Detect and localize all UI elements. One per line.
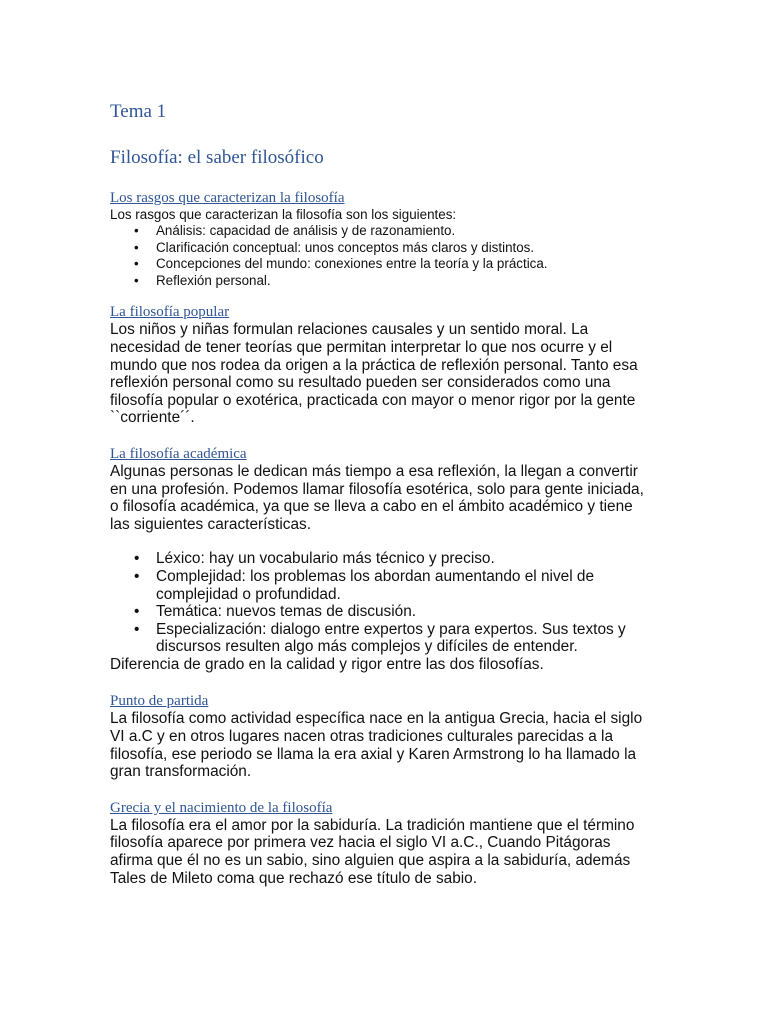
- text-line: filosofía, ese periodo se llama la era axial y Karen Armstrong lo ha llamado la: [110, 745, 637, 763]
- text-line: mundo que nos rodea da origen a la práctica de reflexión personal. Tanto esa: [110, 356, 638, 374]
- list-item-text: discursos resulten algo más complejos y difíciles de entender.: [156, 638, 578, 656]
- section-filosofia-popular: [110, 303, 650, 427]
- text-line: filosofía aparece por primera vez hacia el siglo VI a.C., Cuando Pitágoras: [110, 834, 611, 852]
- bullet-icon: •: [134, 603, 140, 621]
- section-grecia-nacimiento: [110, 799, 650, 887]
- section-paragraph: [110, 463, 650, 533]
- text-line: Tales de Mileto coma que rechazó ese título de sabio.: [110, 869, 478, 887]
- text-line: VI a.C y en otros lugares nacen otras tradiciones culturales parecidas a la: [110, 728, 614, 746]
- text-line: ``corriente´´.: [110, 409, 195, 427]
- list-item-text: Complejidad: los problemas los abordan aumentando el nivel de: [156, 567, 595, 585]
- list-item-text: Especialización: dialogo entre expertos y para expertos. Sus textos y: [156, 620, 626, 638]
- list-item: [110, 621, 650, 656]
- text-line: afirma que él no es un sabio, sino alguien que aspira a la sabiduría, además: [110, 852, 631, 870]
- text-line: reflexión personal como su resultado pueden ser considerados como una: [110, 374, 611, 392]
- section-paragraph: [110, 817, 650, 887]
- text-line: filosofía popular o exotérica, practicada con mayor o menor rigor por la gente: [110, 391, 636, 409]
- text-line: necesidad de tener teorías que permitan interpretar lo que nos ocurre y el: [110, 338, 613, 356]
- list-item-text: Reflexión personal.: [156, 272, 271, 288]
- list-item: [110, 603, 650, 621]
- list-item: [110, 550, 650, 568]
- section-paragraph: [110, 710, 650, 780]
- document-subtitle: Filosofía: el saber filosófico: [110, 147, 324, 168]
- section-rasgos: [110, 189, 650, 289]
- bullet-icon: •: [134, 272, 139, 288]
- document-title: Tema 1: [110, 101, 167, 122]
- list-item-text: Análisis: capacidad de análisis y de razonamiento.: [156, 223, 456, 238]
- section-closing: Diferencia de grado en la calidad y rigor entre las dos filosofías.: [110, 655, 544, 673]
- list-item-text: Léxico: hay un vocabulario más técnico y preciso.: [156, 550, 495, 568]
- section-punto-de-partida: [110, 692, 650, 780]
- bullet-icon: •: [134, 620, 140, 638]
- section-heading: Los rasgos que caracterizan la filosofía: [110, 190, 345, 206]
- text-line: Algunas personas le dedican más tiempo a esa reflexión, la llegan a convertir: [110, 462, 638, 480]
- bullet-icon: •: [134, 550, 140, 568]
- section-paragraph: [110, 321, 650, 427]
- text-line: gran transformación.: [110, 763, 252, 781]
- section-heading: Punto de partida: [110, 693, 209, 710]
- text-line: La filosofía era el amor por la sabiduría. La tradición mantiene que el término: [110, 816, 635, 834]
- list-item: [110, 273, 650, 290]
- list-item: [110, 568, 650, 603]
- text-line: La filosofía como actividad específica nace en la antigua Grecia, hacia el siglo: [110, 710, 643, 728]
- document-page: [110, 99, 650, 887]
- list-item-text: complejidad o profundidad.: [156, 585, 341, 603]
- section-filosofia-academica: [110, 445, 650, 674]
- bullet-icon: •: [134, 567, 140, 585]
- list-item-text: Temática: nuevos temas de discusión.: [156, 603, 417, 621]
- list-item: [110, 240, 650, 257]
- text-line: Los niños y niñas formulan relaciones causales y un sentido moral. La: [110, 321, 589, 339]
- list-item: [110, 256, 650, 273]
- list-item-text: Clarificación conceptual: unos conceptos más claros y distintos.: [156, 239, 535, 255]
- section-intro: Los rasgos que caracterizan la filosofía son los siguientes:: [110, 207, 457, 222]
- text-line: o filosofía académica, ya que se lleva a cabo en el ámbito académico y tiene: [110, 498, 633, 516]
- text-line: las siguientes características.: [110, 515, 312, 533]
- bullet-icon: •: [134, 256, 139, 272]
- list-item-text: Concepciones del mundo: conexiones entre la teoría y la práctica.: [156, 256, 548, 272]
- section-heading: La filosofía académica: [110, 445, 247, 462]
- bullet-list: [110, 223, 650, 289]
- bullet-list: [110, 550, 650, 656]
- bullet-icon: •: [134, 223, 139, 238]
- section-heading: La filosofía popular: [110, 304, 230, 321]
- bullet-icon: •: [134, 239, 139, 255]
- list-item: [110, 223, 650, 240]
- text-line: en una profesión. Podemos llamar filosofía esotérica, solo para gente iniciada,: [110, 480, 644, 498]
- section-heading: Grecia y el nacimiento de la filosofía: [110, 799, 333, 816]
